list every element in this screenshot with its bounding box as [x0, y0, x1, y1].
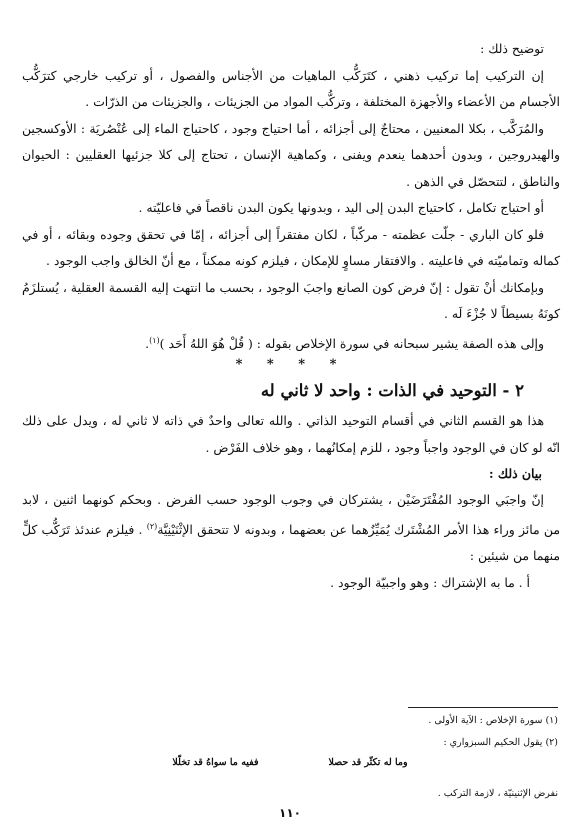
list-item-a: أ . ما به الإشتراك : وهو واجبيّة الوجود .: [330, 574, 530, 590]
paragraph-alternative-statement: وبإمكانك أنْ تقول : إنّ فرض كون الصانع واجبَ الوجود ، بحسب ما انتهت إليه القسمة العقلية ، يُستلزَمُ كونَهُ بسيطاً لا جُزْءَ لَه .: [22, 279, 560, 321]
explanation-label: بيان ذلك :: [489, 466, 542, 482]
two-necessaries-tail: . فيلزم عندئذ تَرَكُّب كلٍّ منهما من شيئين :: [22, 521, 560, 564]
poem-verse: [0, 757, 580, 768]
footnote-ref-1: (١): [149, 335, 160, 345]
verse-right-hemistich: وما له تكثّر قد حصلا: [328, 757, 408, 768]
paragraph-second-section: هذا هو القسم الثاني في أقسام التوحيد الذاتي . والله تعالى واحدٌ في ذاته لا ثاني له ، ويدل على ذلك انّه لو كان في الوجود واجباً وجود ، للزم إمكانُهما ، وهو خلاف الفَرْض .: [22, 413, 560, 455]
section-divider-stars: * * * *: [235, 357, 347, 373]
paragraph-completion-need: أو احتياج تكامل ، كاحتياج البدن إلى اليد ، وبدونها يكون البدن ناقصاً في فاعليّته .: [138, 200, 544, 215]
paragraph-two-necessaries: [22, 487, 560, 570]
footnote-2: (٢) يقول الحكيم السبزواري :: [443, 737, 558, 748]
footnote-1: (١) سورة الإخلاص : الآية الأولى .: [428, 715, 558, 726]
section-heading: ٢ - التوحيد في الذات : واحد لا ثاني له: [260, 381, 524, 401]
two-necessaries-text: إنّ واجبَي الوجود المُفْتَرَضَيْن ، يشتركان في وجوب الوجود حسب الفرض . وبحكم كونهما اثنين ، لابد من مائز وراء هذا الأمر المُشْتَرك يُمَيِّزُهما عن بعضهما ، وبدونه لا تتحقق الإثْنَيْنِيَّة: [22, 492, 560, 537]
page-number: ١١٠: [279, 806, 301, 820]
paragraph-intro: توضيح ذلك :: [480, 41, 544, 56]
paragraph-ikhlas-reference: وإلى هذه الصفة يشير سبحانه في سورة الإخلاص بقوله : ( قُلْ هُوَ اللهُ أَحَد )$^{(١)}$.: [145, 335, 544, 351]
footnote-ref-2: (٢): [146, 521, 158, 531]
paragraph-composition-types: إن التركيب إما تركيب ذهني ، كتَرَكُّب الماهيات من الأجناس والفصول ، أو تركيب خارجي كترَكُّب الأجسام من الأعضاء والأجهزة المختلفة ، وتركُّب المواد من الجزيئات ، والجزيئات من الذرّات .: [22, 67, 560, 109]
footnote-divider: [408, 707, 558, 708]
footnote-continuation: نفرض الإثنينيّة ، لازمة التركب .: [437, 788, 558, 799]
ikhlas-text: وإلى هذه الصفة يشير سبحانه في سورة الإخلاص بقوله : ( قُلْ هُوَ اللهُ أَحَد ): [159, 335, 544, 351]
paragraph-creator-argument: فلو كان الباري - جلّت عظمته - مركّباً ، لكان مفتقراً إلى أجزائه ، إمّا في تحقق وجوده وبقائه ، أو في كماله وتماميّته في فاعليته . والافتقار مساوٍ للإمكان ، فيلزم كونه ممكناً ، مع أنّ الخالق واجب الوجود .: [22, 226, 560, 268]
verse-left-hemistich: ففيه ما سواهُ قد تخلّلا: [172, 757, 259, 768]
paragraph-composite-needs: والمُرَكَّب ، بكلا المعنيين ، محتاجٌ إلى أجزائه ، أما احتياج وجود ، كاحتياج الماء إلى عُنْصُريَة : الأوكسجين والهيدروجين ، وبدون أحدهما ينعدم ويفنى ، وكماهية الإنسان ، تحتاج إلى كلا جزئيها العقليين : الحيوان والناطق ، لتتحصّل في الذهن .: [22, 120, 560, 189]
